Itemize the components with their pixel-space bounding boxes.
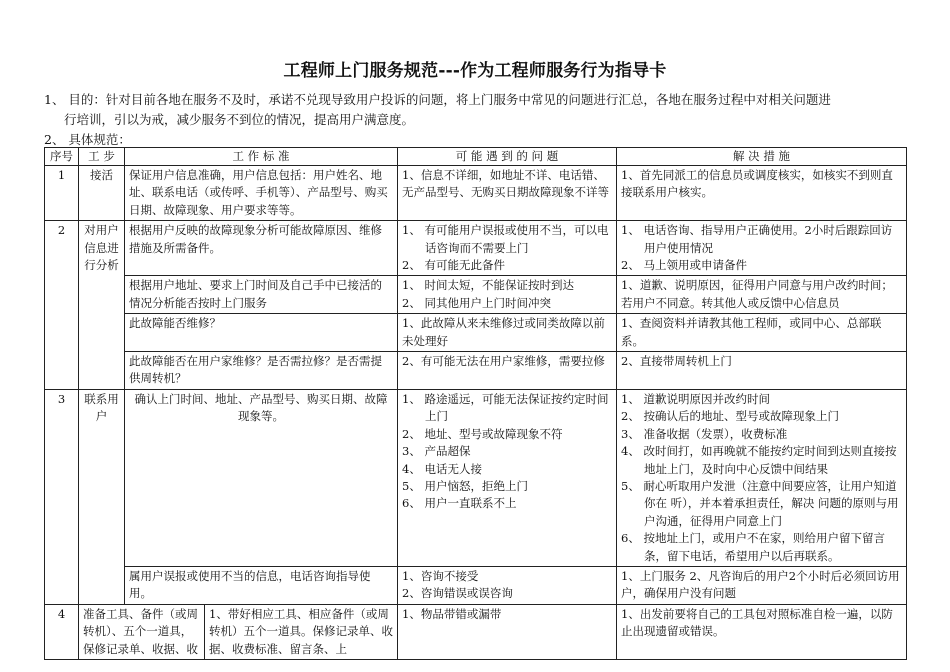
row-solutions: 1、出发前要将自己的工具包对照标准自检一遍，以防止出现遗留或错误。: [617, 604, 907, 659]
row-problems: [398, 221, 617, 276]
problem-item: 2、咨询错误或误咨询: [402, 586, 513, 601]
row-step: 准备工具、备件（或周转机）、五个一道具，保修记录单、收据、收: [79, 604, 205, 659]
row-no: 3: [45, 389, 79, 604]
problem-item: 6、 用户一直联系不上: [402, 496, 517, 511]
problem-item: 1、咨询不接受: [402, 568, 479, 583]
table-row: [45, 604, 907, 659]
row-solutions: 1、道歉、说明原因，征得用户同意与用户改约时间；若用户不同意。转其他人或反馈中心信息员: [617, 276, 907, 314]
row-problems: 2、有可能无法在用户家维修，需要拉修: [398, 352, 617, 390]
row-problems: [398, 276, 617, 314]
page-title: 工程师上门服务规范---作为工程师服务行为指导卡: [283, 61, 667, 81]
row-standard: 此故障能否在用户家维修？是否需拉修？是否需提供周转机？: [125, 352, 398, 390]
row-solutions: [617, 389, 907, 566]
row-standard: 确认上门时间、地址、产品型号、购买日期、故障现象等。: [125, 389, 398, 566]
service-spec-table: [44, 147, 907, 660]
table-row: [45, 352, 907, 390]
header-problems: 可 能 遇 到 的 问 题: [398, 148, 617, 166]
spec-heading: 2、 具体规范：: [44, 132, 131, 147]
row-problems: 1、物品带错或漏带: [398, 604, 617, 659]
row-problems: 1、此故障从来未维修过或同类故障以前未处理好: [398, 314, 617, 352]
row-problems: 1、信息不详细，如地址不详、电话错、无产品型号、无购买日期故障现象不详等: [398, 166, 617, 221]
problem-item: 4、 电话无人接: [402, 461, 482, 476]
purpose-line-1: 1、 目的：针对目前各地在服务不及时，承诺不兑现导致用户投诉的问题，将上门服务中常见的问题进行汇总，各地在服务过程中对相关问题进: [44, 92, 831, 107]
table-row: [45, 389, 907, 566]
solution-item: 2、 按确认后的地址、型号或故障现象上门: [621, 409, 839, 424]
table-row: [45, 221, 907, 276]
row-standard: 保证用户信息准确，用户信息包括：用户姓名、地址、联系电话（或传呼、手机等）、产品型号、购买日期、故障现象、用户要求等等。: [125, 166, 398, 221]
solution-item: 6、 按地址上门，或用户不在家，则给用户留下留言条，留下电话，希望用户以后再联系。: [621, 531, 885, 563]
row-step: 接活: [79, 166, 125, 221]
table-row: [45, 166, 907, 221]
table-header-row: [45, 148, 907, 166]
solution-item: 1、 电话咨询、指导用户正确使用。2小时后跟踪回访用户使用情况: [621, 223, 893, 255]
problem-item: 2、 同其他用户上门时间冲突: [402, 295, 551, 310]
row-standard: 此故障能否维修？: [125, 314, 398, 352]
row-standard: 属用户误报或使用不当的信息，电话咨询指导使用。: [125, 566, 398, 604]
solution-item: 4、 改时间打，如再晚就不能按约定时间到达则直接按地址上门，及时向中心反馈中间结果: [621, 444, 897, 476]
row-solutions: [617, 221, 907, 276]
row-problems: [398, 389, 617, 566]
row-no: 1: [45, 166, 79, 221]
problem-item: 1、 有可能用户误报或使用不当，可以电话咨询而不需要上门: [402, 223, 609, 255]
row-problems: [398, 566, 617, 604]
row-solutions: 1、查阅资料并请教其他工程师，或同中心、总部联系。: [617, 314, 907, 352]
row-step: 对用户信息进行分析: [79, 221, 125, 390]
row-solutions: 1、首先同派工的信息员或调度核实，如核实不到则直接联系用户核实。: [617, 166, 907, 221]
table-row: [45, 566, 907, 604]
row-solutions: 1、上门服务 2、凡咨询后的用户2个小时后必须回访用户，确保用户没有问题: [617, 566, 907, 604]
solution-item: 5、 耐心听取用户发泄（注意中间要应答，让用户知道你在 听），并本着承担责任，解决 问题的原则与用户沟通，征得用户同意上门: [621, 478, 899, 528]
solution-item: 1、 道歉说明原因并改约时间: [621, 391, 770, 406]
problem-item: 5、 用户恼怒，拒绝上门: [402, 478, 528, 493]
row-step: 联系用户: [79, 389, 125, 604]
row-standard: 1、带好相应工具、相应备件（或周转机）五个一道具。保修记录单、收据、收费标准、留言条、上: [205, 604, 398, 659]
table-row: [45, 276, 907, 314]
header-standard: 工 作 标 准: [125, 148, 398, 166]
row-standard: 根据用户反映的故障现象分析可能故障原因、维修措施及所需备件。: [125, 221, 398, 276]
problem-item: 1、 路途遥远，可能无法保证按约定时间上门: [402, 391, 609, 424]
row-no: 2: [45, 221, 79, 390]
header-step: 工 步: [79, 148, 125, 166]
solution-item: 2、 马上领用或申请备件: [621, 258, 747, 273]
problem-item: 1、 时间太短，不能保证按时到达: [402, 278, 574, 293]
row-standard: 根据用户地址、要求上门时间及自己手中已接活的情况分析能否按时上门服务: [125, 276, 398, 314]
table-row: [45, 314, 907, 352]
purpose-paragraph: [44, 90, 910, 130]
purpose-line-2: 行培训，引以为戒，减少服务不到位的情况，提高用户满意度。: [64, 112, 415, 127]
header-no: 序号: [45, 148, 79, 166]
problem-item: 2、 地址、型号或故障现象不符: [402, 426, 563, 441]
problem-item: 3、 产品超保: [402, 444, 471, 459]
row-solutions: 2、直接带周转机上门: [617, 352, 907, 390]
solution-item: 3、 准备收据（发票），收费标准: [621, 426, 788, 441]
problem-item: 2、 有可能无此备件: [402, 258, 505, 273]
row-no: 4: [45, 604, 79, 659]
header-solutions: 解 决 措 施: [617, 148, 907, 166]
